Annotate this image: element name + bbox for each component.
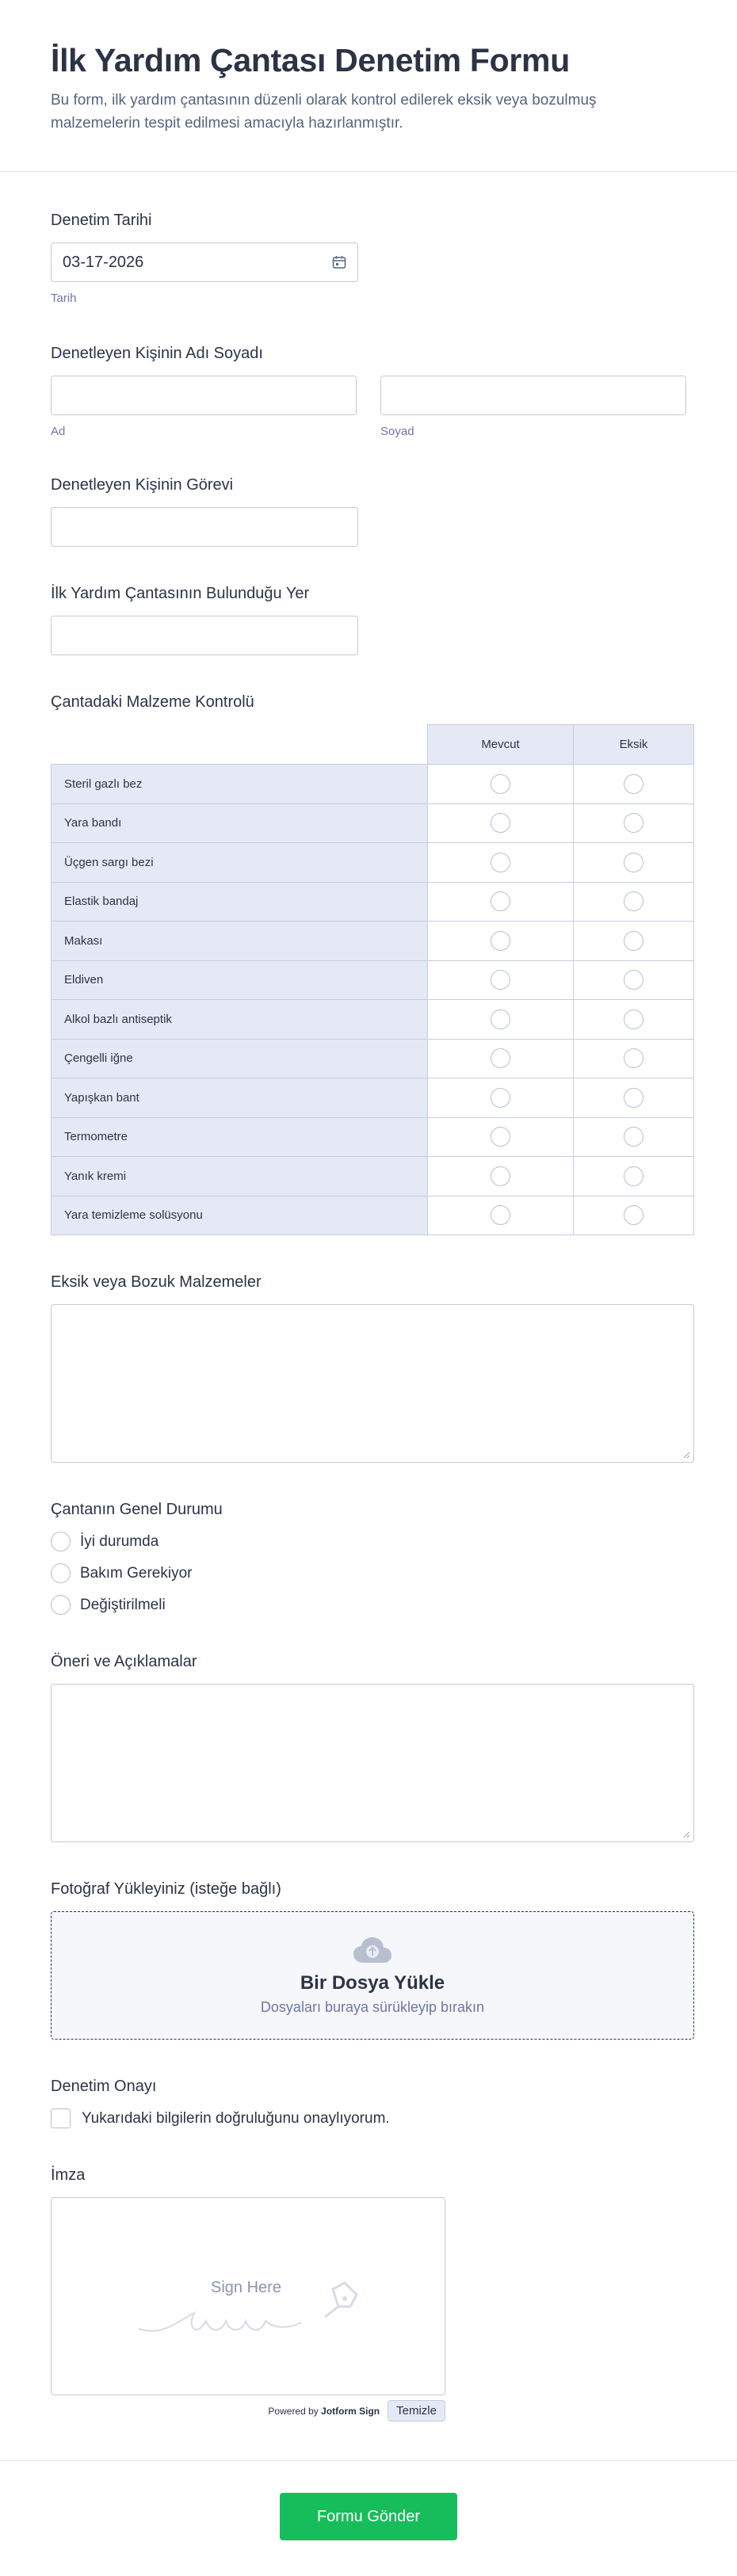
powered-by <box>268 2406 380 2417</box>
matrix-radio-button[interactable] <box>624 1127 643 1147</box>
matrix-cell <box>428 1078 574 1118</box>
signature-field <box>51 2166 686 2421</box>
powered-prefix: Powered by <box>268 2405 319 2417</box>
matrix-cell <box>574 1157 694 1196</box>
matrix-radio-button[interactable] <box>491 891 510 911</box>
matrix-cell <box>428 1157 574 1196</box>
date-sublabel: Tarih <box>51 292 77 306</box>
upload-field <box>51 1880 686 2040</box>
location-input[interactable] <box>51 616 358 655</box>
matrix-row <box>52 803 694 843</box>
radio-button[interactable] <box>51 1563 71 1583</box>
checkbox-label: Yukarıdaki bilgilerin doğruluğunu onaylıyorum. <box>82 2109 390 2127</box>
matrix-cell <box>574 1039 694 1078</box>
matrix-radio-button[interactable] <box>491 1048 510 1068</box>
cloud-upload-icon <box>352 1936 393 1964</box>
matrix-radio-button[interactable] <box>624 970 643 990</box>
matrix-radio-button[interactable] <box>624 1088 643 1108</box>
upload-label: Fotoğraf Yükleyiniz (isteğe bağlı) <box>51 1880 281 1899</box>
matrix-radio-button[interactable] <box>491 1205 510 1225</box>
missing-textarea[interactable] <box>51 1304 694 1463</box>
checkbox[interactable] <box>51 2109 71 2128</box>
matrix-table <box>51 724 694 1235</box>
notes-label: Öneri ve Açıklamalar <box>51 1653 197 1671</box>
date-label: Denetim Tarihi <box>51 212 152 230</box>
matrix-row-label: Yara bandı <box>52 803 428 843</box>
missing-label: Eksik veya Bozuk Malzemeler <box>51 1273 262 1292</box>
matrix-radio-button[interactable] <box>491 1009 510 1029</box>
submit-button[interactable]: Formu Gönder <box>280 2493 457 2540</box>
form-header <box>0 0 737 172</box>
matrix-cell <box>574 803 694 843</box>
resize-grip-icon[interactable] <box>682 1830 690 1838</box>
name-label: Denetleyen Kişinin Adı Soyadı <box>51 345 263 363</box>
name-field <box>51 345 686 438</box>
notes-textarea[interactable] <box>51 1684 694 1842</box>
signature-label: İmza <box>51 2166 86 2185</box>
matrix-row <box>52 882 694 922</box>
last-name-input[interactable] <box>380 376 686 415</box>
matrix-row-label: Üçgen sargı bezi <box>52 843 428 883</box>
matrix-radio-button[interactable] <box>491 853 510 872</box>
matrix-radio-button[interactable] <box>624 853 643 872</box>
matrix-cell <box>428 1000 574 1040</box>
upload-dropzone[interactable] <box>51 1911 694 2040</box>
matrix-cell <box>428 843 574 883</box>
matrix-cell <box>428 1196 574 1235</box>
matrix-radio-button[interactable] <box>624 1048 643 1068</box>
matrix-row-label: Termometre <box>52 1117 428 1157</box>
condition-option-maintenance[interactable] <box>51 1563 686 1583</box>
date-field <box>51 212 686 305</box>
matrix-row <box>52 1157 694 1196</box>
radio-button[interactable] <box>51 1595 71 1615</box>
matrix-row-label: Makası <box>52 922 428 961</box>
matrix-row <box>52 765 694 804</box>
approval-label: Denetim Onayı <box>51 2078 157 2096</box>
clear-signature-button[interactable]: Temizle <box>388 2400 445 2421</box>
matrix-radio-button[interactable] <box>624 813 643 833</box>
location-label: İlk Yardım Çantasının Bulunduğu Yer <box>51 585 310 603</box>
matrix-col-eksik: Eksik <box>574 725 694 765</box>
matrix-field <box>51 693 686 1235</box>
matrix-radio-button[interactable] <box>624 1166 643 1186</box>
matrix-radio-button[interactable] <box>624 931 643 951</box>
matrix-cell <box>428 960 574 1000</box>
matrix-row <box>52 1196 694 1235</box>
matrix-radio-button[interactable] <box>624 774 643 794</box>
matrix-radio-button[interactable] <box>491 774 510 794</box>
matrix-cell <box>574 922 694 961</box>
upload-title: Bir Dosya Yükle <box>300 1971 445 1994</box>
matrix-cell <box>574 882 694 922</box>
radio-button[interactable] <box>51 1532 71 1551</box>
form-body <box>0 212 737 2421</box>
matrix-cell <box>574 960 694 1000</box>
matrix-cell <box>574 1078 694 1118</box>
radio-label: Değiştirilmeli <box>80 1596 166 1613</box>
matrix-row-label: Alkol bazlı antiseptik <box>52 1000 428 1040</box>
condition-label: Çantanın Genel Durumu <box>51 1501 223 1519</box>
matrix-row-label: Yanık kremi <box>52 1157 428 1196</box>
matrix-cell <box>574 1117 694 1157</box>
form-footer <box>0 2460 737 2576</box>
calendar-icon[interactable] <box>332 255 346 269</box>
matrix-row <box>52 843 694 883</box>
matrix-cell <box>428 765 574 804</box>
date-value: 03-17-2026 <box>63 253 144 271</box>
matrix-cell <box>428 882 574 922</box>
matrix-radio-button[interactable] <box>491 1127 510 1147</box>
matrix-row <box>52 1000 694 1040</box>
signature-footer <box>51 2400 445 2421</box>
matrix-row-label: Çengelli iğne <box>52 1039 428 1078</box>
matrix-radio-button[interactable] <box>491 1166 510 1186</box>
approval-field <box>51 2078 686 2128</box>
matrix-radio-button[interactable] <box>491 931 510 951</box>
matrix-cell <box>428 922 574 961</box>
role-field <box>51 476 686 547</box>
matrix-row-label: Yara temizleme solüsyonu <box>52 1196 428 1235</box>
approval-option[interactable] <box>51 2109 686 2128</box>
role-input[interactable] <box>51 507 358 547</box>
matrix-cell <box>428 1117 574 1157</box>
matrix-radio-button[interactable] <box>491 970 510 990</box>
matrix-row <box>52 1117 694 1157</box>
matrix-row-label: Eldiven <box>52 960 428 1000</box>
matrix-cell <box>428 1039 574 1078</box>
matrix-label: Çantadaki Malzeme Kontrolü <box>51 693 254 712</box>
role-label: Denetleyen Kişinin Görevi <box>51 476 234 494</box>
last-name-sublabel: Soyad <box>380 425 414 439</box>
radio-label: Bakım Gerekiyor <box>80 1564 193 1582</box>
matrix-row <box>52 1078 694 1118</box>
matrix-radio-button[interactable] <box>624 1009 643 1029</box>
signature-pad[interactable] <box>51 2197 445 2395</box>
location-field <box>51 585 686 655</box>
form-description: Bu form, ilk yardım çantasının düzenli olarak kontrol edilerek eksik veya bozulmuş malzemelerin tespit edilmesi amacıyla hazırlanmıştır. <box>51 92 597 132</box>
form-title: İlk Yardım Çantası Denetim Formu <box>51 42 570 78</box>
matrix-col-mevcut: Mevcut <box>428 725 574 765</box>
matrix-radio-button[interactable] <box>624 1205 643 1225</box>
first-name-sublabel: Ad <box>51 425 66 439</box>
matrix-corner <box>52 725 428 765</box>
matrix-row <box>52 960 694 1000</box>
matrix-radio-button[interactable] <box>491 813 510 833</box>
matrix-row-label: Yapışkan bant <box>52 1078 428 1118</box>
condition-option-good[interactable] <box>51 1532 686 1551</box>
matrix-row <box>52 922 694 961</box>
condition-field <box>51 1501 686 1615</box>
matrix-row-label: Elastik bandaj <box>52 882 428 922</box>
matrix-radio-button[interactable] <box>491 1088 510 1108</box>
matrix-cell <box>428 803 574 843</box>
matrix-cell <box>574 843 694 883</box>
missing-field <box>51 1273 686 1463</box>
first-name-input[interactable] <box>51 376 357 415</box>
matrix-cell <box>574 765 694 804</box>
signature-placeholder: Sign Here <box>211 2279 281 2297</box>
notes-field <box>51 1653 686 1842</box>
radio-label: İyi durumda <box>80 1532 159 1550</box>
upload-subtitle: Dosyaları buraya sürükleyip bırakın <box>260 1998 485 2015</box>
powered-brand: Jotform Sign <box>321 2405 380 2417</box>
matrix-cell <box>574 1000 694 1040</box>
matrix-row-label: Steril gazlı bez <box>52 765 428 804</box>
condition-option-replace[interactable] <box>51 1595 686 1615</box>
matrix-row <box>52 1039 694 1078</box>
matrix-cell <box>574 1196 694 1235</box>
resize-grip-icon[interactable] <box>682 1451 690 1459</box>
date-input[interactable] <box>51 242 358 282</box>
matrix-radio-button[interactable] <box>624 891 643 911</box>
